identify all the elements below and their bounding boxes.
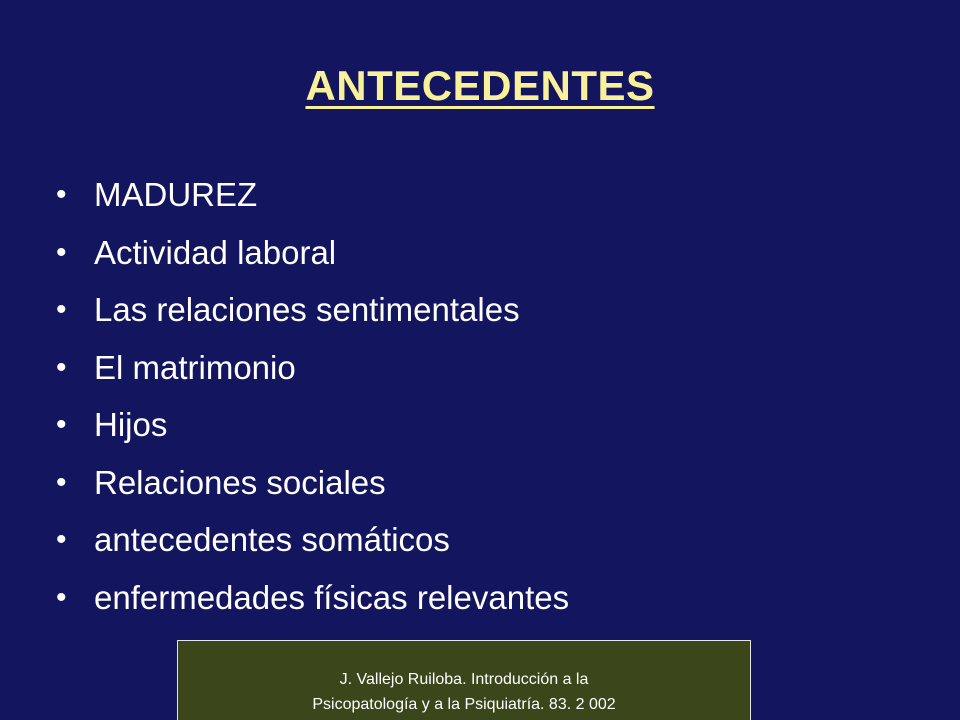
citation-line-2: Psicopatología y a la Psiquiatría. 83. 2 002: [312, 696, 616, 713]
bullet-icon: •: [56, 178, 67, 211]
bullet-text: Las relaciones sentimentales: [94, 291, 520, 328]
bullet-text: MADUREZ: [94, 176, 258, 213]
bullet-text: Hijos: [94, 406, 168, 443]
bullet-text: El matrimonio: [94, 348, 296, 386]
bullet-text: antecedentes somáticos: [94, 521, 450, 558]
bullet-icon: •: [56, 350, 67, 384]
bullet-icon: •: [56, 408, 67, 441]
bullet-icon: •: [56, 580, 67, 614]
bullet-text: enfermedades físicas relevantes: [94, 578, 570, 616]
bullet-icon: •: [56, 465, 67, 499]
citation-line-1: J. Vallejo Ruiloba. Introducción a la: [339, 671, 589, 688]
bullet-text: Relaciones sociales: [94, 463, 386, 501]
slide-title: ANTECEDENTES: [305, 62, 655, 109]
bullet-icon: •: [56, 293, 67, 326]
bullet-text: Actividad laboral: [94, 233, 337, 271]
citation-box: [177, 640, 751, 720]
bullet-icon: •: [56, 523, 67, 556]
bullet-icon: •: [56, 235, 67, 269]
